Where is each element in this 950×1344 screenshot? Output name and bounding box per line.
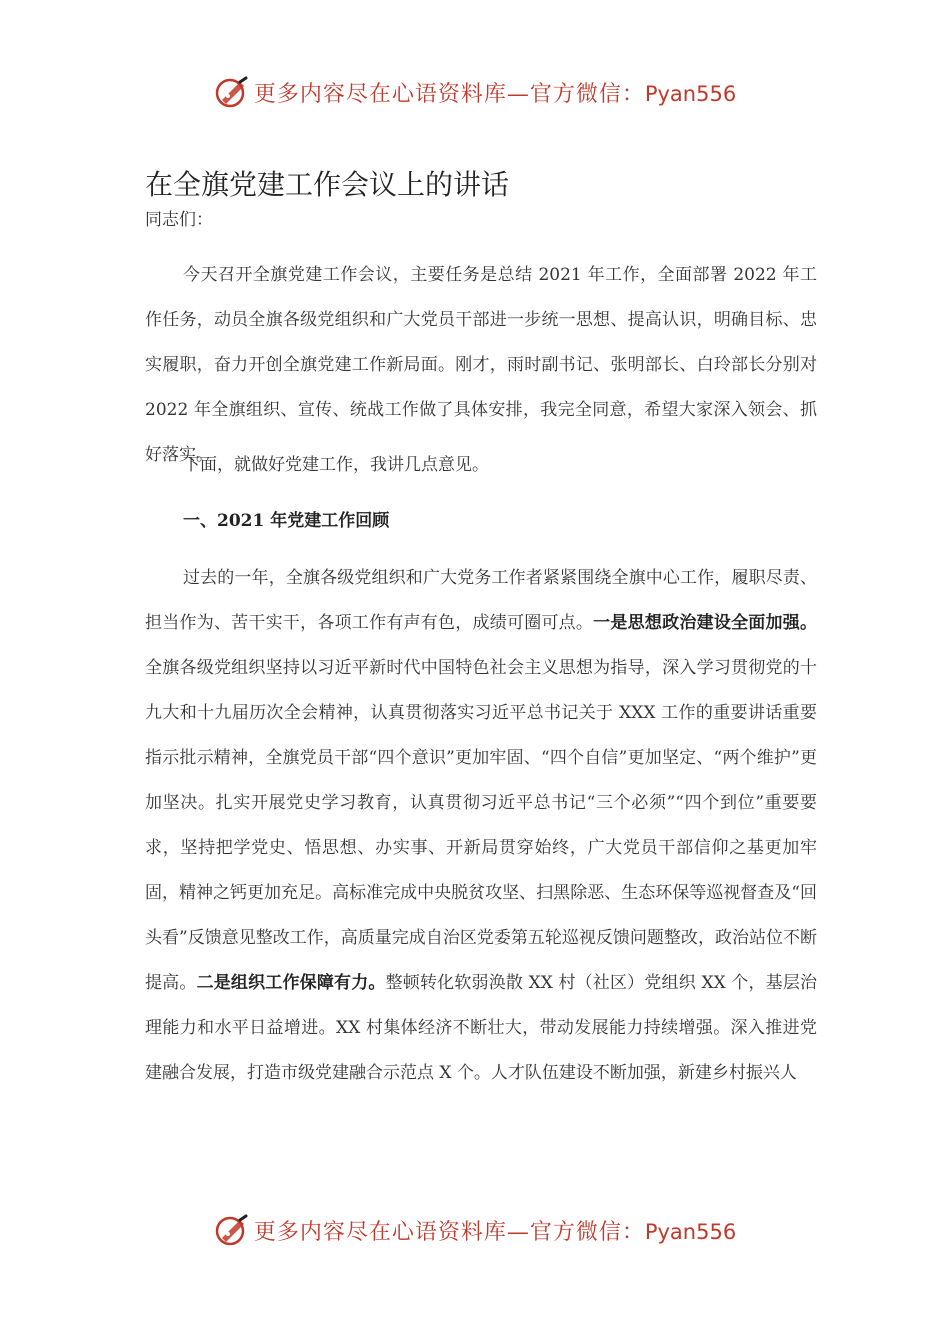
bold-point-2: 二是组织工作保障有力。: [196, 973, 386, 993]
section-heading: 一、2021 年党建工作回顾: [183, 511, 390, 531]
paragraph-intro: 今天召开全旗党建工作会议，主要任务是总结 2021 年工作，全面部署 2022 年工作任务，动员全旗各级党组织和广大党员干部进一步统一思想、提高认识，明确目标、忠实履职，奋力开创全旗党建工作新局面。刚才，雨时副书记、张明部长、白玲部长分别对 2022 年全旗组织、宣传、统战工作做了具体安排，我完全同意，希望大家深入领会、抓好落实。: [145, 265, 817, 465]
review-text-d: 整顿转化软弱涣散 XX 村（社区）党组织 XX 个，基层治理能力和水平日益增进。XX 村集体经济不断壮大，带动发展能力持续增强。深入推进党建融合发展，打造市级党建融合示范点 X 个。人才队伍建设不断加强，新建乡村振兴人: [145, 973, 818, 1083]
header-banner: [0, 72, 950, 112]
banner-text: 更多内容尽在心语资料库—官方微信：Pyan556: [253, 81, 737, 107]
pen-logo-icon: [214, 1212, 250, 1248]
wechat-id: Pyan556: [644, 81, 737, 106]
footer-banner: [0, 1210, 950, 1250]
review-text-a: 过去的一年，全旗各级党组织和广大党务工作者紧紧围绕全旗中心工作，履职尽责、担当作为、苦干实干，各项工作有声有色，成绩可圈可点。: [145, 568, 817, 633]
page-title: 在全旗党建工作会议上的讲话: [145, 167, 510, 201]
pen-logo-icon: [214, 74, 250, 110]
banner-text: 更多内容尽在心语资料库—官方微信：Pyan556: [253, 1219, 737, 1245]
paragraph-review: [145, 556, 817, 1096]
paragraph-transition: 下面，就做好党建工作，我讲几点意见。: [183, 455, 489, 475]
bold-point-1: 一是思想政治建设全面加强。: [593, 613, 818, 633]
wechat-id: Pyan556: [644, 1219, 737, 1244]
review-text-c: 全旗各级党组织坚持以习近平新时代中国特色社会主义思想为指导，深入学习贯彻党的十九大和十九届历次全会精神，认真贯彻落实习近平总书记关于 XXX 工作的重要讲话重要指示批示精神，全旗党员干部“四个意识”更加牢固、“四个自信”更加坚定、“两个维护”更加坚决。扎实开展党史学习教育，认真贯彻习近平总书记“三个必须”“四个到位”重要要求，坚持把学党史、悟思想、办实事、开新局贯穿始终，广大党员干部信仰之基更加牢固，精神之钙更加充足。高标准完成中央脱贫攻坚、扫黑除恶、生态环保等巡视督查及“回头看”反馈意见整改工作，高质量完成自治区党委第五轮巡视反馈问题整改，政治站位不断提高。: [145, 658, 817, 993]
greeting: 同志们：: [145, 210, 213, 230]
